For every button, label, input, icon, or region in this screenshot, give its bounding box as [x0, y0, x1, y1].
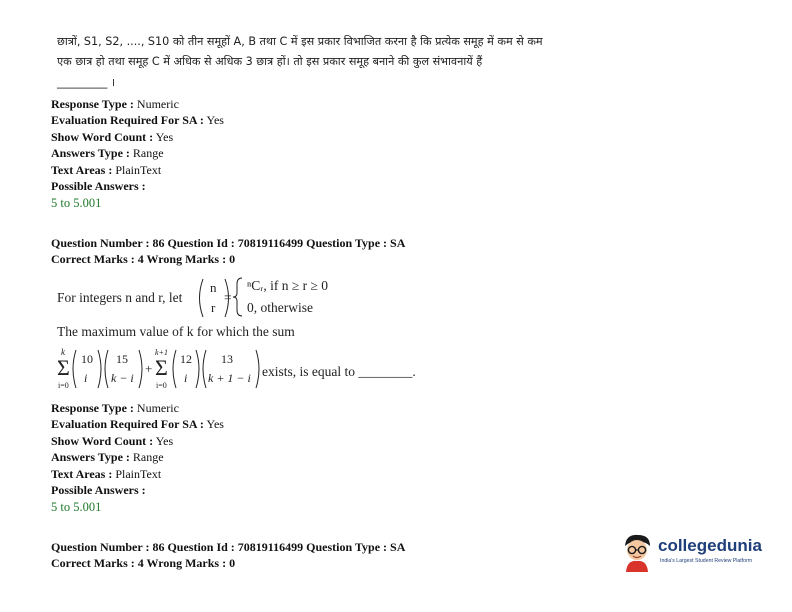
svg-text:i=0: i=0: [58, 381, 69, 390]
svg-text:k+1: k+1: [155, 348, 168, 357]
question-text-line-1: छात्रों, S1, S2, ...., S10 को तीन समूहों A, B तथा C में इस प्रकार विभाजित करना है कि प्रत्येक समूह में कम से कम: [57, 35, 543, 48]
evaluation-label: Evaluation Required For SA :: [51, 417, 204, 432]
svg-text:k + 1 − i: k + 1 − i: [208, 371, 251, 385]
question-text-line-3: _________ ।: [57, 76, 116, 89]
text-areas-value: PlainText: [115, 162, 162, 177]
svg-text:i: i: [84, 371, 88, 385]
svg-text:+: +: [145, 361, 153, 376]
word-count-value: Yes: [155, 129, 174, 144]
definition-case-1: ⁿCᵣ, if n ≥ r ≥ 0: [247, 278, 329, 293]
answers-type-value: Range: [132, 450, 164, 465]
svg-text:Σ: Σ: [57, 355, 70, 380]
text-areas-label: Text Areas :: [51, 466, 113, 481]
question-meta-1: [51, 96, 224, 194]
possible-answer-value: 5 to 5.001: [51, 196, 102, 210]
definition-case-2: 0, otherwise: [247, 300, 313, 315]
question-marks: Correct Marks : 4 Wrong Marks : 0: [51, 252, 236, 266]
evaluation-value: Yes: [206, 113, 224, 128]
response-type-value: Numeric: [136, 401, 179, 415]
summation-expression: [55, 345, 267, 393]
possible-answers-label: Possible Answers :: [51, 483, 146, 498]
sum-intro: The maximum value of k for which the sum: [57, 324, 295, 339]
question-header: Question Number : 86 Question Id : 70819116499 Question Type : SA: [51, 236, 406, 250]
text-areas-value: PlainText: [115, 466, 162, 481]
svg-text:k: k: [61, 347, 65, 357]
word-count-label: Show Word Count :: [51, 433, 154, 448]
svg-text:12: 12: [180, 352, 192, 366]
question-marks-2: Correct Marks : 4 Wrong Marks : 0: [51, 556, 236, 570]
curly-brace: [232, 276, 244, 318]
svg-text:i=0: i=0: [156, 381, 167, 390]
answers-type-label: Answers Type :: [51, 450, 130, 465]
answers-type-label: Answers Type :: [51, 146, 130, 161]
response-type-label: Response Type :: [51, 97, 134, 111]
answers-type-value: Range: [132, 146, 164, 161]
equals-sign: =: [224, 290, 232, 305]
svg-text:n: n: [210, 280, 217, 295]
svg-text:10: 10: [81, 352, 93, 366]
evaluation-label: Evaluation Required For SA :: [51, 113, 204, 128]
definition-prefix: For integers n and r, let: [57, 290, 183, 305]
svg-text:i: i: [184, 371, 188, 385]
possible-answers-label: Possible Answers :: [51, 179, 146, 194]
svg-text:13: 13: [221, 352, 233, 366]
question-text-line-2: एक छात्र हो तथा समूह C में अधिक से अधिक 3 छात्र हों। तो इस प्रकार समूह बनाने की कुल संभावनायें हैं: [57, 55, 483, 68]
text-areas-label: Text Areas :: [51, 162, 113, 177]
question-header-2: Question Number : 86 Question Id : 70819116499 Question Type : SA: [51, 540, 406, 554]
question-meta-2: [51, 400, 224, 498]
response-type-label: Response Type :: [51, 401, 134, 415]
word-count-label: Show Word Count :: [51, 129, 154, 144]
collegedunia-logo: [620, 530, 770, 578]
sum-suffix: exists, is equal to ________.: [262, 364, 416, 379]
logo-tagline: India's Largest Student Review Platform: [660, 558, 753, 564]
possible-answer-value-2: 5 to 5.001: [51, 500, 102, 514]
mascot-icon: [620, 532, 654, 574]
svg-text:Σ: Σ: [155, 355, 168, 380]
svg-text:k − i: k − i: [111, 371, 134, 385]
svg-text:r: r: [211, 300, 216, 315]
evaluation-value: Yes: [206, 417, 224, 432]
word-count-value: Yes: [155, 433, 174, 448]
response-type-value: Numeric: [136, 97, 179, 111]
logo-wordmark: collegedunia: [658, 536, 762, 555]
svg-text:15: 15: [116, 352, 128, 366]
